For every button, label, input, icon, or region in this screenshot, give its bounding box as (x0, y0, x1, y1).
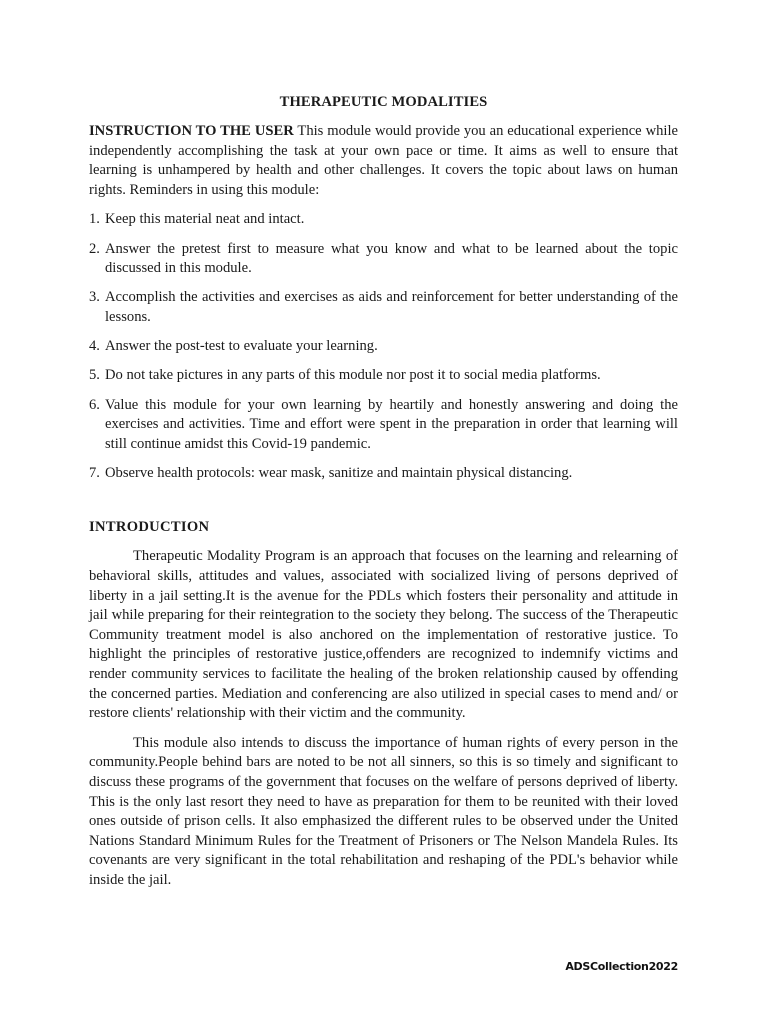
instruction-lead: INSTRUCTION TO THE USER (89, 123, 294, 139)
list-item (89, 464, 678, 484)
introduction-heading: INTRODUCTION (89, 519, 210, 536)
list-item-number: 2. (89, 240, 100, 257)
list-item (89, 240, 678, 279)
list-item (89, 396, 678, 455)
list-item-text: Observe health protocols: wear mask, sanitize and maintain physical distancing. (105, 464, 573, 481)
list-item (89, 366, 678, 386)
document-title: THERAPEUTIC MODALITIES (279, 94, 488, 110)
list-item-text: Do not take pictures in any parts of this module nor post it to social media platforms. (105, 367, 601, 384)
list-item (89, 337, 678, 357)
document-page (89, 92, 678, 891)
list-item-text: Keep this material neat and intact. (105, 211, 305, 228)
list-item (89, 210, 678, 230)
list-item (89, 288, 678, 327)
introduction-paragraph-2: This module also intends to discuss the importance of human rights of every person in the community.People behind bars are noted to be not all sinners, so this is so timely and significant to discuss these programs of the government that focuses on the welfare of persons deprived of liberty. This is the only last resort they need to have as preparation for them to be reunited with their loved ones outside of prison cells. It also emphasized the different rules to be observed under the United Nations Standard Minimum Rules for the Treatment of Prisoners or The Nelson Mandela Rules. Its covenants are very significant in the total rehabilitation and reshaping of the PDL's behavior while inside the jail. (89, 734, 678, 888)
footer-watermark: ADSCollection2022 (565, 960, 678, 973)
reminders-list (89, 210, 678, 483)
list-item-number: 3. (89, 289, 100, 306)
list-item-number: 4. (89, 338, 100, 355)
list-item-text: Answer the pretest first to measure what you know and what to be learned about the topic discussed in this module. (105, 240, 678, 277)
instruction-paragraph (89, 122, 678, 200)
instruction-text: This module would provide you an educational experience while independently accomplishing the task at your own pace or time. It aims as well to ensure that learning is unhampered by health and other challenges. It covers the topic about laws on human rights. Reminders in using this module: (89, 123, 678, 198)
list-item-text: Value this module for your own learning by heartily and honestly answering and doing the exercises and activities. Time and effort were spent in the preparation in order that learning will still continue amidst this Covid-19 pandemic. (105, 396, 678, 452)
list-item-text: Accomplish the activities and exercises as aids and reinforcement for better understanding of the lessons. (105, 289, 678, 325)
list-item-number: 7. (89, 464, 100, 481)
list-item-number: 5. (89, 367, 100, 384)
list-item-number: 1. (89, 211, 100, 228)
introduction-paragraph-1: Therapeutic Modality Program is an approach that focuses on the learning and relearning of behavioral skills, attitudes and values, associated with socialized living of persons deprived of liberty in a jail setting.It is the avenue for the PDLs which fosters their personality and attitude in jail while preparing for their reintegration to the society they belong. The success of the Therapeutic Community treatment model is also anchored on the implementation of restorative justice. To highlight the principles of restorative justice,offenders are recognized to indemnify victims and render community services to facilitate the healing of the broken relationship caused by offending the concerned parties. Mediation and conferencing are also utilized in special cases to mend and/ or restore clients' relationship with their victim and the community. (89, 548, 678, 722)
list-item-number: 6. (89, 396, 100, 413)
list-item-text: Answer the post-test to evaluate your learning. (105, 338, 378, 355)
